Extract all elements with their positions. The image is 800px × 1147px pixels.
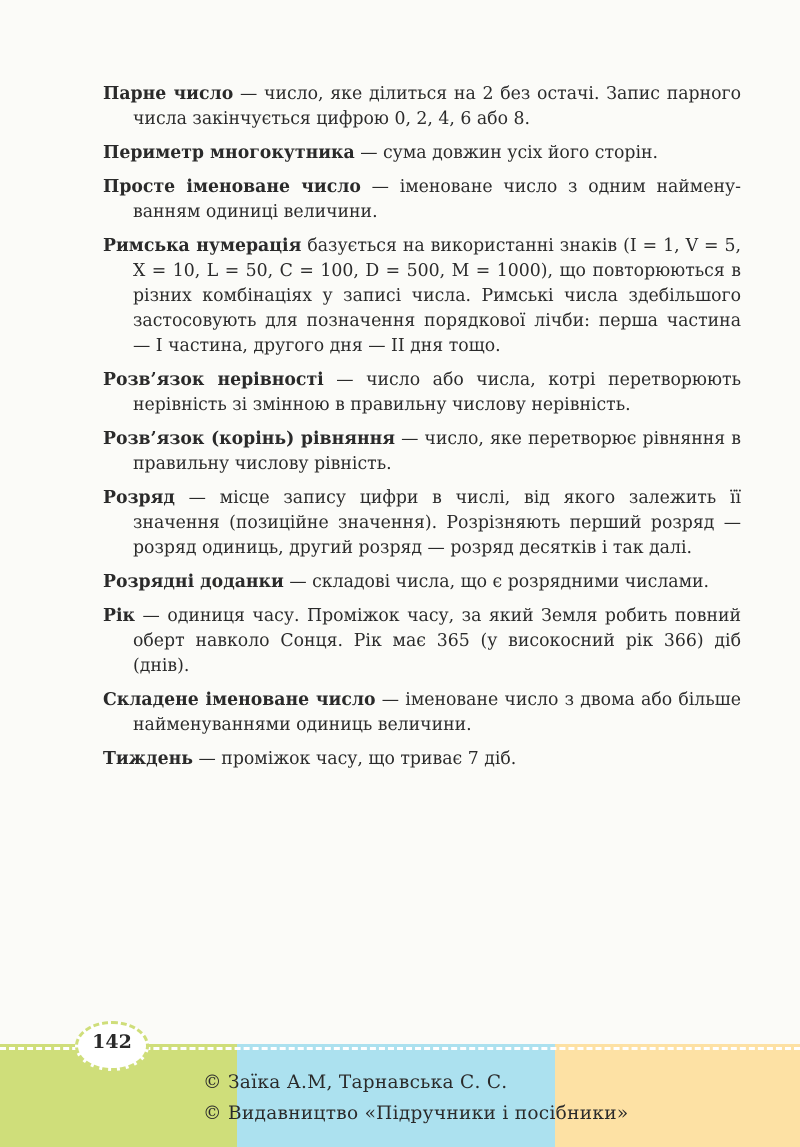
glossary-entry-digit-place xyxy=(103,486,741,561)
term: Периметр многокутника xyxy=(103,143,355,163)
definition: — число, яке ділиться на 2 без остачі. Запис парного числа закінчується цифрою 0, 2, 4, 6 або 8. xyxy=(133,84,741,129)
glossary-entry-compound-named-number xyxy=(103,688,741,738)
term: Розв’язок (корінь) рівняння xyxy=(103,429,396,449)
glossary-entry-equation-root xyxy=(103,427,741,477)
glossary-entry-simple-named-number xyxy=(103,175,741,225)
copyright-publisher: © Видавництво «Підручники і посібники» xyxy=(203,1103,629,1124)
term: Тиждень xyxy=(103,749,194,769)
glossary-entry-year xyxy=(103,604,741,679)
term: Розв’язок нерівності xyxy=(103,370,324,390)
page-number: 142 xyxy=(92,1031,132,1053)
definition: базується на використанні знаків (I = 1, V = 5, X = 10, L = 50, C = 100, D = 500, M = 1000), що повторюються в різних комбінаціях у записі числа. Римські числа здебільшого застосовують для позначення порядкової лічби: перша частина — I частина, другого дня — II дня тощо. xyxy=(133,236,741,356)
footer-band-blue xyxy=(237,1044,555,1147)
glossary-entry-perimeter xyxy=(103,141,741,166)
definition: — складові числа, що є розрядними числами. xyxy=(283,572,710,592)
definition: — місце запису цифри в числі, від якого залежить її значення (позиційне значення). Розрізняють перший розряд — розряд одиниць, другий розряд — розряд десятків і так далі. xyxy=(133,488,741,558)
definition: — проміжок часу, що триває 7 діб. xyxy=(193,749,517,769)
definition: — одиниця часу. Проміжок часу, за який Земля робить повний оберт навколо Сонця. Рік має 365 (у високосний рік 366) діб (днів). xyxy=(133,606,741,676)
definition: — іменоване число з двома або більше найменуваннями одиниць величини. xyxy=(133,690,741,735)
term: Розряд xyxy=(103,488,175,508)
definition: — число або числа, котрі перетворюють нерівність зі змінною в правильну числову нерівність. xyxy=(133,370,741,415)
glossary-entry-roman-numerals xyxy=(103,234,741,359)
definition: — число, яке перетворює рівняння в правильну числову рівність. xyxy=(133,429,741,474)
footer-band-yellow xyxy=(555,1044,800,1147)
term: Римська нумерація xyxy=(103,236,302,256)
glossary-entry-place-value-addends xyxy=(103,570,741,595)
term: Парне число xyxy=(103,84,234,104)
term: Рік xyxy=(103,606,136,626)
term: Складене іменоване число xyxy=(103,690,376,710)
term: Розрядні доданки xyxy=(103,572,284,592)
term: Просте іменоване число xyxy=(103,177,361,197)
glossary-entry-week xyxy=(103,747,741,772)
definition: — іменоване число з одним найменуванням одиниці величини. xyxy=(133,177,741,222)
glossary-entry-even-number xyxy=(103,82,741,132)
copyright-authors: © Заїка А.М, Тарнавська С. С. xyxy=(203,1072,508,1093)
glossary-list xyxy=(103,82,741,781)
glossary-entry-inequality-solution xyxy=(103,368,741,418)
definition: — сума довжин усіх його сторін. xyxy=(354,143,659,163)
